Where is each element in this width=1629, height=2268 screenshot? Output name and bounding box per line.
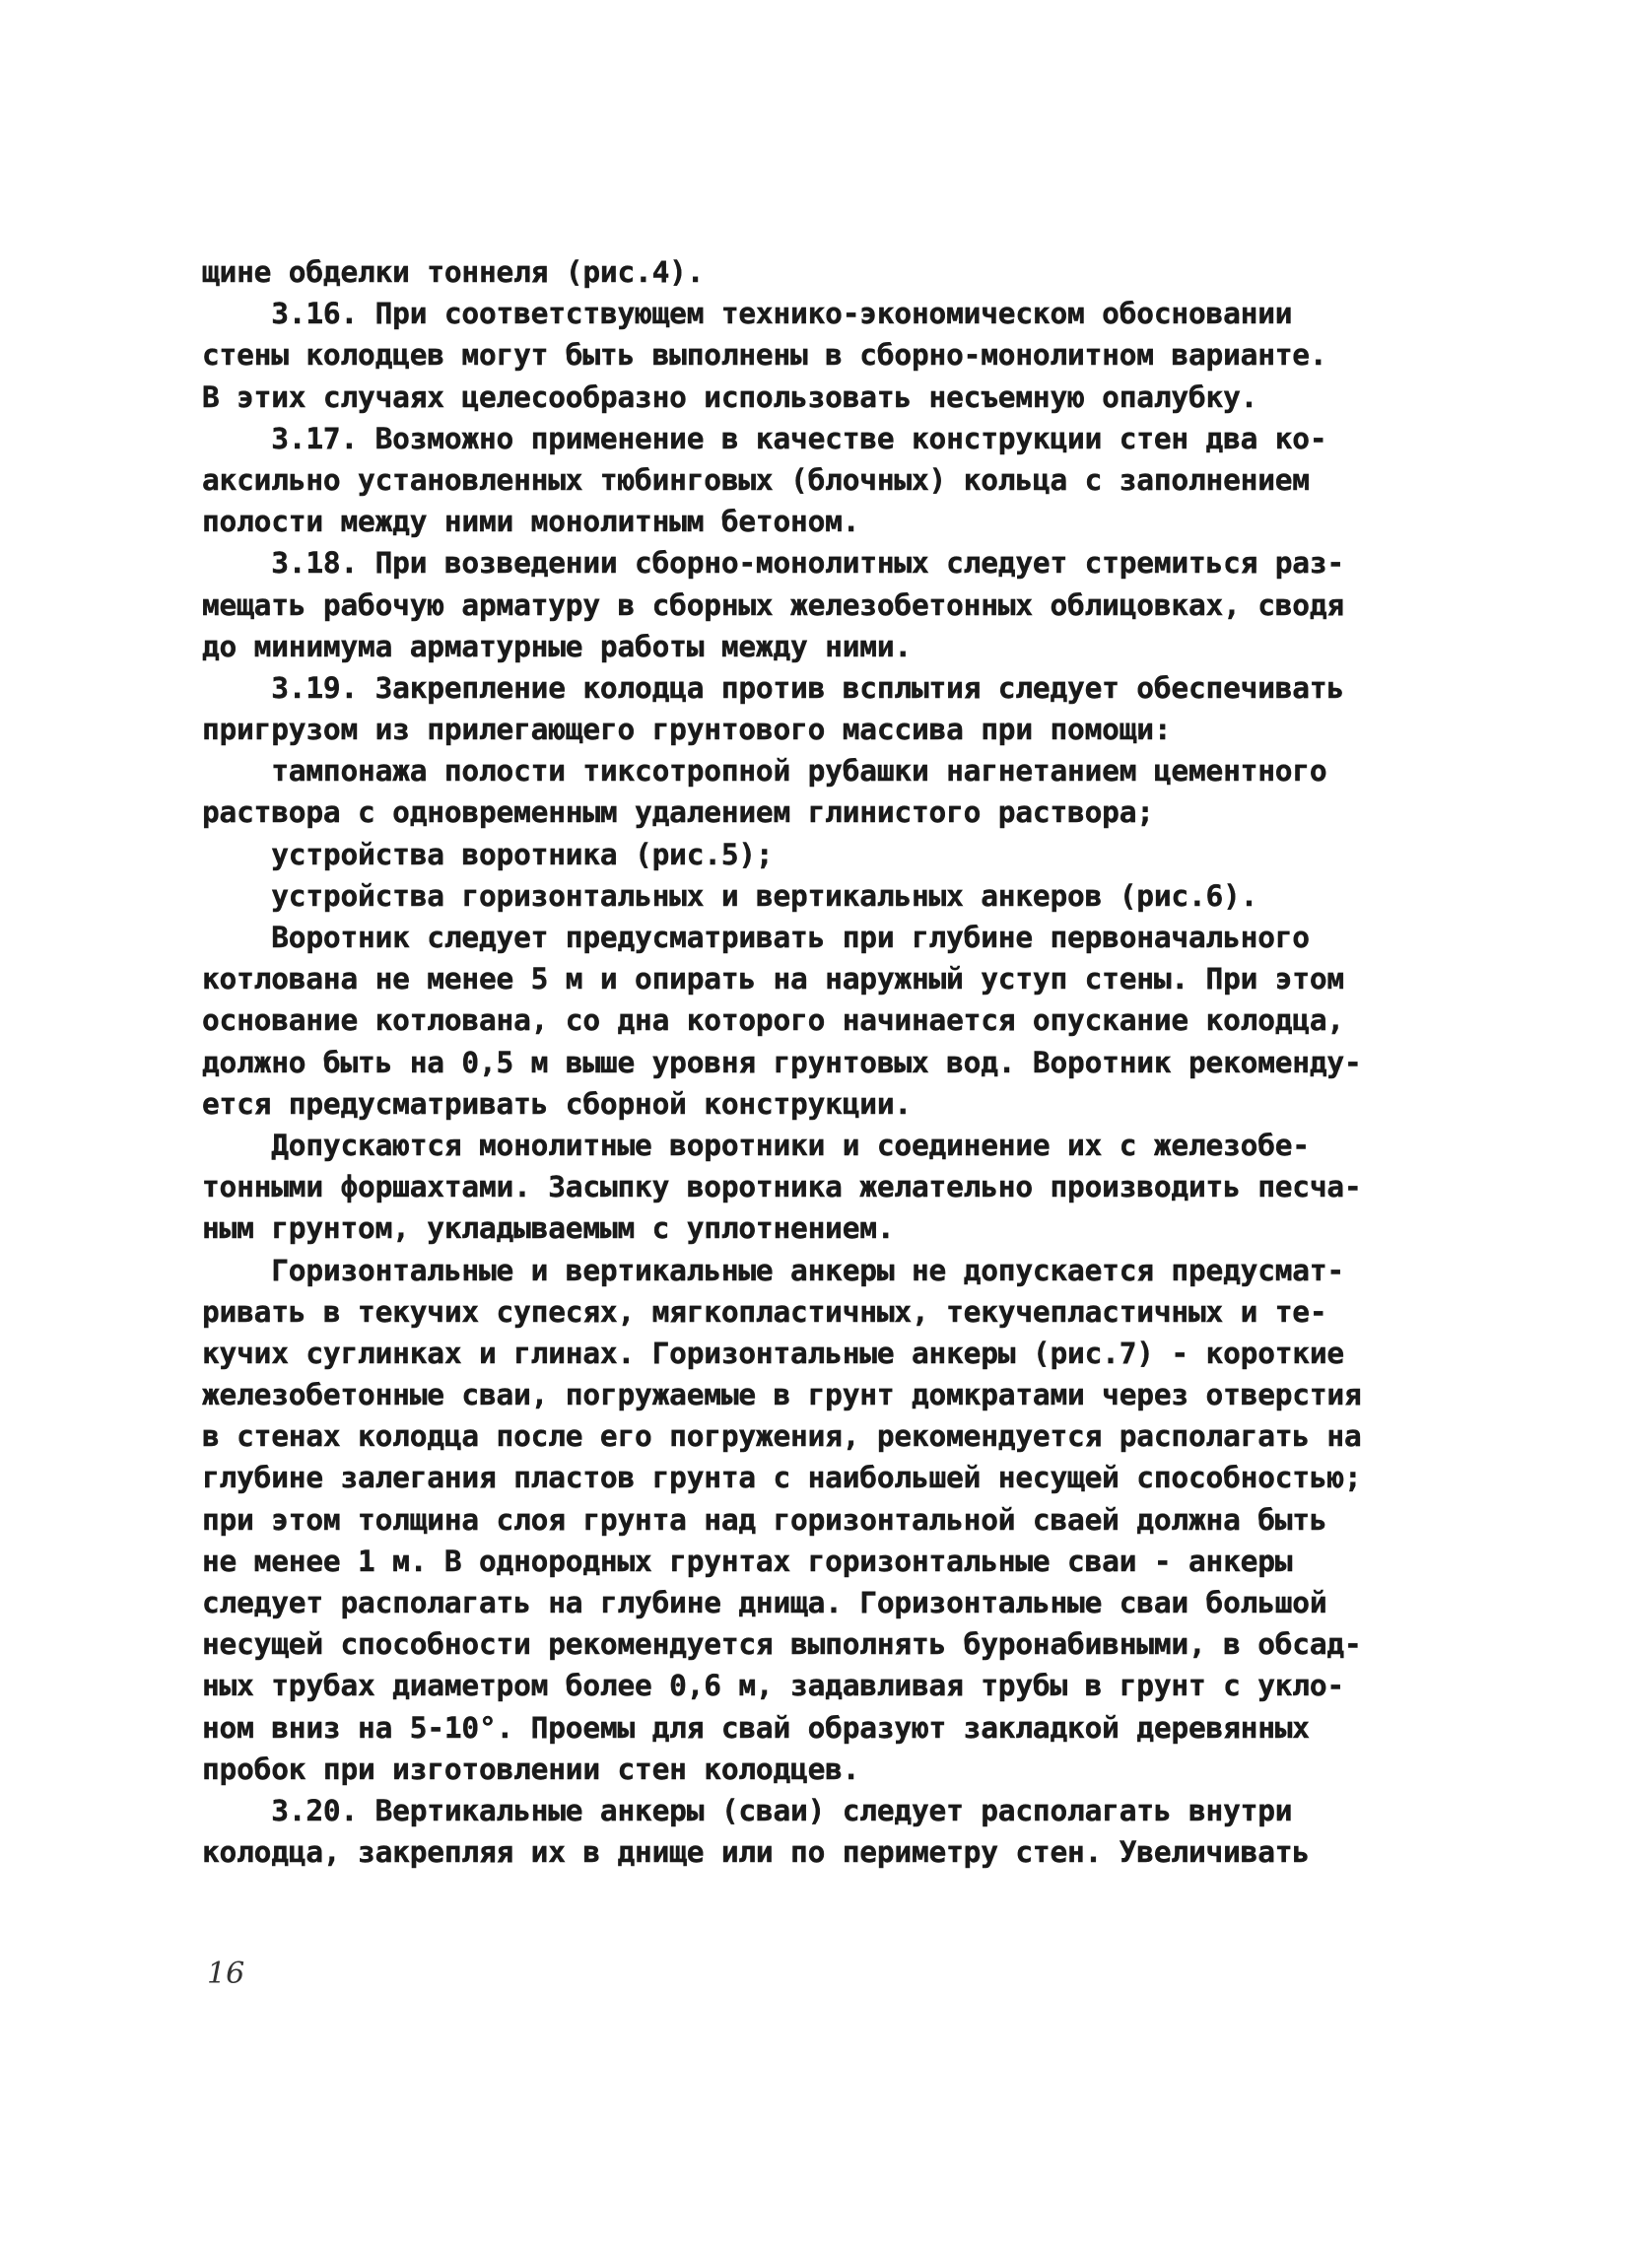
text-line: основание котлована, со дна которого начинается опускание колодца,	[202, 1003, 1344, 1038]
text-line: 3.18. При возведении сборно-монолитных следует стремиться раз-	[202, 546, 1344, 581]
text-line: железобетонные сваи, погружаемые в грунт домкратами через отверстия	[202, 1378, 1362, 1412]
text-line: аксильно установленных тюбинговых (блочных) кольца с заполнением	[202, 462, 1310, 497]
text-line: раствора с одновременным удалением глинистого раствора;	[202, 795, 1154, 830]
text-line: до минимума арматурные работы между ними.	[202, 629, 912, 663]
text-line: колодца, закрепляя их в днище или по периметру стен. Увеличивать	[202, 1835, 1310, 1870]
text-line: 3.19. Закрепление колодца против всплытия следует обеспечивать	[202, 670, 1344, 705]
text-line: 3.20. Вертикальные анкеры (сваи) следует располагать внутри	[202, 1793, 1293, 1827]
text-line: несущей способности рекомендуется выполнять буронабивными, в обсад-	[202, 1627, 1362, 1662]
text-line: Воротник следует предусматривать при глубине первоначального	[202, 921, 1310, 954]
text-line: должно быть на 0,5 м выше уровня грунтовых вод. Воротник рекоменду-	[202, 1045, 1362, 1079]
text-line: тонными форшахтами. Засыпку воротника желательно производить песча-	[202, 1170, 1362, 1204]
text-line: Допускаются монолитные воротники и соединение их с железобе-	[202, 1128, 1310, 1162]
page-number: 16	[207, 1957, 245, 1991]
text-line: мещать рабочую арматуру в сборных железобетонных облицовках, сводя	[202, 587, 1344, 622]
text-line: ется предусматривать сборной конструкции.	[202, 1086, 912, 1121]
text-line: пробок при изготовлении стен колодцев.	[202, 1752, 860, 1786]
text-line: в стенах колодца после его погружения, рекомендуется располагать на	[202, 1419, 1362, 1454]
body-text	[202, 251, 1404, 1873]
text-line: устройства горизонтальных и вертикальных анкеров (рис.6).	[202, 878, 1258, 913]
text-line: глубине залегания пластов грунта с наибольшей несущей способностью;	[202, 1461, 1362, 1495]
text-line: тампонажа полости тиксотропной рубашки нагнетанием цементного	[202, 754, 1327, 789]
text-line: котлована не менее 5 м и опирать на наружный уступ стены. При этом	[202, 962, 1344, 997]
text-line: ных трубах диаметром более 0,6 м, задавливая трубы в грунт с укло-	[202, 1669, 1344, 1703]
text-line: при этом толщина слоя грунта над горизонтальной сваей должна быть	[202, 1502, 1327, 1537]
text-line: щине обделки тоннеля (рис.4).	[202, 255, 705, 289]
text-line: ном вниз на 5-10°. Проемы для свай образуют закладкой деревянных	[202, 1710, 1310, 1745]
text-line: ривать в текучих супесях, мягкопластичных, текучепластичных и те-	[202, 1294, 1327, 1329]
text-line: 3.17. Возможно применение в качестве конструкции стен два ко-	[202, 421, 1327, 455]
text-line: Горизонтальные и вертикальные анкеры не допускается предусмат-	[202, 1253, 1344, 1287]
text-line: кучих суглинках и глинах. Горизонтальные анкеры (рис.7) - короткие	[202, 1336, 1344, 1370]
text-line: устройства воротника (рис.5);	[202, 837, 774, 871]
text-line: следует располагать на глубине днища. Горизонтальные сваи большой	[202, 1586, 1327, 1619]
text-line: пригрузом из прилегающего грунтового массива при помощи:	[202, 713, 1172, 747]
text-line: полости между ними монолитным бетоном.	[202, 505, 860, 539]
text-line: не менее 1 м. В однородных грунтах горизонтальные сваи - анкеры	[202, 1544, 1293, 1578]
text-line: ным грунтом, укладываемым с уплотнением.	[202, 1211, 895, 1246]
text-line: 3.16. При соответствующем технико-экономическом обосновании	[202, 297, 1293, 331]
text-line: стены колодцев могут быть выполнены в сборно-монолитном варианте.	[202, 338, 1327, 373]
text-line: В этих случаях целесообразно использовать несъемную опалубку.	[202, 379, 1258, 414]
